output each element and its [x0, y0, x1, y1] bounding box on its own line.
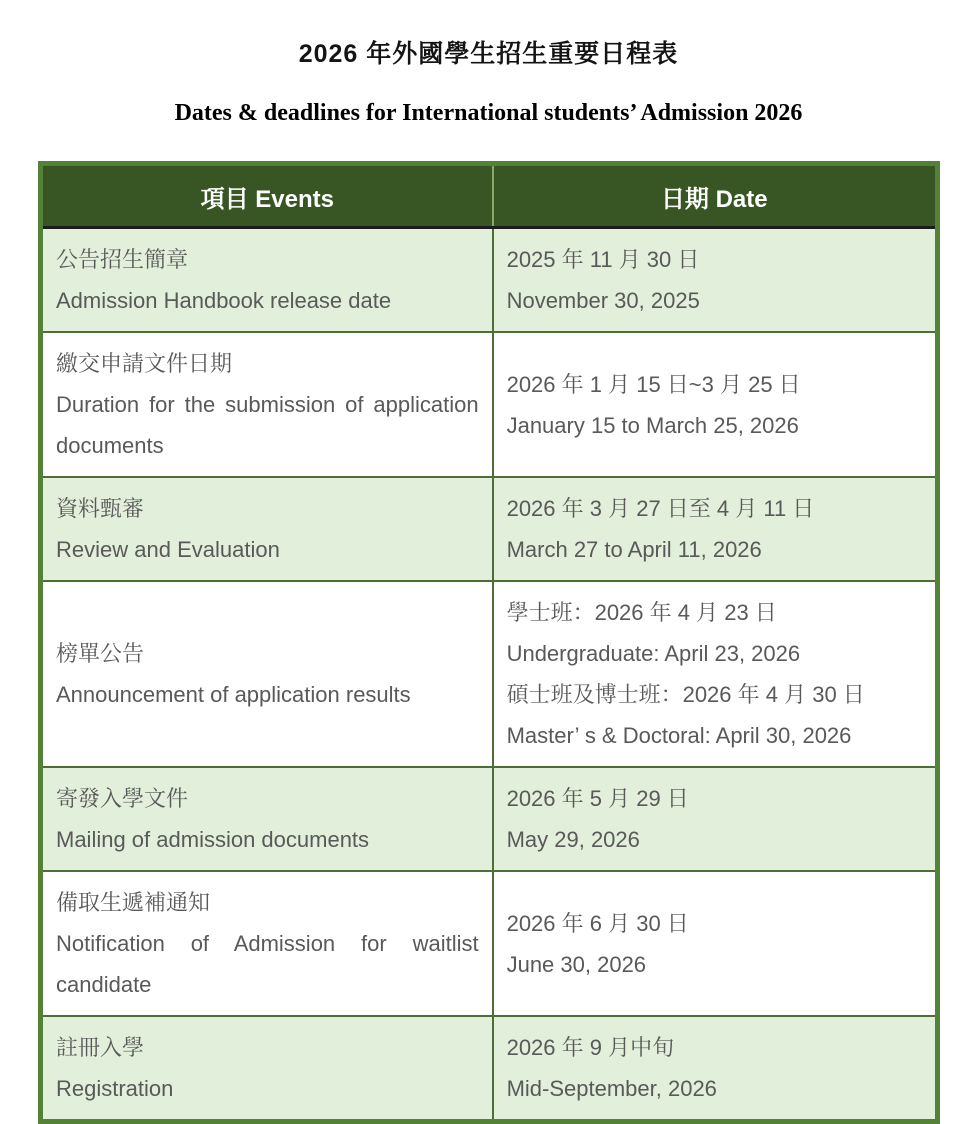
event-cell	[41, 581, 493, 767]
date-line-zh: 2026 年 3 月 27 日至 4 月 11 日	[506, 496, 815, 521]
event-line-zh: 寄發入學文件	[56, 786, 189, 811]
document-title: 2026 年外國學生招生重要日程表	[298, 40, 679, 68]
date-cell	[493, 871, 938, 1016]
table-row	[41, 332, 938, 477]
event-line-zh: 資料甄審	[56, 496, 145, 521]
date-line-en: March 27 to April 11, 2026	[506, 537, 762, 562]
date-cell	[493, 767, 938, 871]
event-line-zh: 榜單公告	[56, 641, 145, 666]
event-line-zh: 註冊入學	[56, 1035, 145, 1060]
date-line-en: November 30, 2025	[506, 288, 700, 313]
event-line-en: Mailing of admission documents	[56, 827, 370, 852]
event-line-en: Admission Handbook release date	[56, 288, 392, 313]
date-line-zh: 2026 年 5 月 29 日	[506, 786, 689, 811]
date-line-zh: 2025 年 11 月 30 日	[506, 247, 700, 272]
date-line-zh: 2026 年 1 月 15 日~3 月 25 日	[506, 371, 801, 397]
table-row	[41, 1016, 938, 1122]
date-column-header: 日期 Date	[493, 164, 938, 228]
event-line-en: Registration	[56, 1076, 174, 1101]
date-cell	[493, 228, 938, 333]
table-row	[41, 228, 938, 333]
date-cell	[493, 477, 938, 581]
date-cell	[493, 581, 938, 767]
date-line-en: May 29, 2026	[506, 827, 640, 852]
event-cell	[41, 477, 493, 581]
table-row	[41, 767, 938, 871]
event-cell	[41, 1016, 493, 1122]
event-cell	[41, 228, 493, 333]
table-row	[41, 477, 938, 581]
date-cell	[493, 332, 938, 477]
table-row	[41, 581, 938, 767]
date-line-en: June 30, 2026	[506, 951, 647, 977]
date-line-zh: 學士班：2026 年 4 月 23 日	[506, 600, 777, 625]
event-cell	[41, 332, 493, 477]
event-line-en: Review and Evaluation	[56, 537, 280, 562]
date-line-en: Undergraduate: April 23, 2026	[506, 641, 801, 666]
event-cell	[41, 871, 493, 1016]
event-line-zh: 備取生遞補通知	[56, 890, 211, 915]
event-line-en: Duration for the submission of application documents	[56, 392, 479, 458]
event-line-zh: 公告招生簡章	[56, 247, 189, 272]
event-cell	[41, 767, 493, 871]
event-line-en: Announcement of application results	[56, 682, 411, 707]
events-column-header: 項目 Events	[41, 164, 493, 228]
date-line-zh: 2026 年 9 月中旬	[506, 1035, 675, 1060]
table-header-row	[41, 164, 938, 228]
date-line-en: Mid-September, 2026	[506, 1076, 717, 1101]
date-line-en: January 15 to March 25, 2026	[506, 412, 799, 438]
document-subtitle: Dates & deadlines for International students’ Admission 2026	[174, 100, 803, 126]
event-line-en: Notification of Admission for waitlist candidate	[56, 931, 479, 997]
schedule-table	[38, 161, 940, 1124]
event-line-zh: 繳交申請文件日期	[56, 351, 233, 376]
date-line-zh: 碩士班及博士班：2026 年 4 月 30 日	[506, 682, 865, 707]
date-line-zh: 2026 年 6 月 30 日	[506, 910, 689, 936]
table-row	[41, 871, 938, 1016]
date-cell	[493, 1016, 938, 1122]
date-line-en: Master’ s & Doctoral: April 30, 2026	[506, 723, 852, 748]
